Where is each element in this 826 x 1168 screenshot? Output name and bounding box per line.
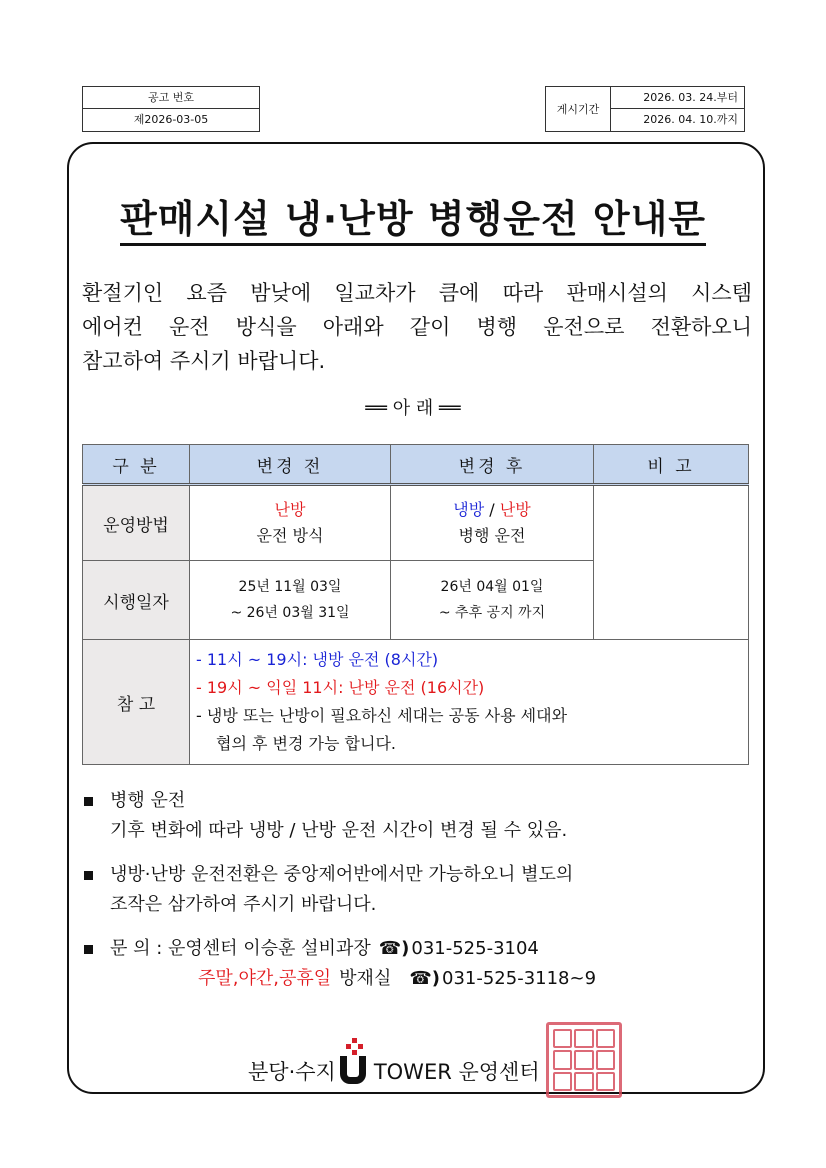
intro-paragraph (82, 276, 752, 378)
header-after: 변경 후 (391, 445, 594, 485)
method-after: 냉방 / 난방 병행 운전 (391, 485, 594, 561)
date-after: 26년 04월 01일 ~ 추후 공지 까지 (391, 561, 594, 640)
below-divider: ══ 아 래 ══ (365, 398, 461, 419)
period-label: 게시기간 (546, 87, 611, 131)
posting-period-box (545, 86, 745, 132)
operation-table (82, 444, 749, 765)
contact-phone-2: 031-525-3118~9 (442, 968, 597, 989)
list-item: 냉방·난방 운전전환은 중앙제어반에서만 가능하오니 별도의 조작은 삼가하여 주시기 바랍니다. (82, 860, 752, 920)
intro-line-3: 참고하여 주시기 바랍니다. (82, 349, 326, 373)
list-item: 병행 운전 기후 변화에 따라 냉방 / 난방 운전 시간이 변경 될 수 있음. (82, 786, 752, 846)
date-before: 25년 11월 03일 ~ 26년 03월 31일 (190, 561, 391, 640)
brand-name: 분당·수지 TOWER 운영센터 (248, 1052, 540, 1086)
method-before: 난방 운전 방식 (190, 485, 391, 561)
square-bullet-icon (84, 871, 93, 880)
footer (0, 1036, 826, 1086)
remarks-cell (594, 485, 749, 640)
notice-number-box (82, 86, 260, 132)
note-cell (190, 640, 749, 765)
note-heating: - 19시 ~ 익일 11시: 난방 운전 (16시간) (196, 678, 485, 697)
phone-icon: ☎) (409, 968, 440, 989)
table-header-row (83, 445, 749, 485)
intro-line-2: 에어컨 운전 방식을 아래와 같이 병행 운전으로 전환하오니 (82, 315, 752, 339)
row-label-method: 운영방법 (83, 485, 190, 561)
contact-label: 문 의 : 운영센터 이승훈 설비과장 (110, 938, 371, 959)
official-seal-icon (546, 1022, 622, 1098)
note-change-cont: 협의 후 변경 가능 합니다. (216, 734, 396, 753)
notice-label: 공고 번호 (83, 87, 259, 109)
disaster-room-label: 방재실 (339, 968, 392, 989)
intro-line-1: 환절기인 요즘 밤낮에 일교차가 큼에 따라 판매시설의 시스템 (82, 281, 753, 305)
row-label-date: 시행일자 (83, 561, 190, 640)
header-before: 변경 전 (190, 445, 391, 485)
contact-item (82, 934, 752, 994)
row-label-note: 참 고 (83, 640, 190, 765)
square-bullet-icon (84, 797, 93, 806)
period-from: 2026. 03. 24.부터 (611, 87, 744, 109)
contact-phone-1: 031-525-3104 (411, 938, 539, 959)
table-row (83, 485, 749, 561)
after-hours-label: 주말,야간,공휴일 (198, 968, 332, 989)
header-remarks: 비 고 (594, 445, 749, 485)
note-cooling: - 11시 ~ 19시: 냉방 운전 (8시간) (196, 650, 439, 669)
notice-number: 제2026-03-05 (133, 113, 209, 126)
phone-icon: ☎) (378, 938, 410, 959)
period-to: 2026. 04. 10.까지 (643, 113, 738, 126)
square-bullet-icon (84, 945, 93, 954)
note-change: - 냉방 또는 난방이 필요하신 세대는 공동 사용 세대와 (196, 706, 568, 725)
page-title: 판매시설 냉·난방 병행운전 안내문 (0, 188, 826, 243)
table-row (83, 640, 749, 765)
header-category: 구 분 (83, 445, 190, 485)
u-tower-logo-icon (338, 1052, 372, 1086)
bullet-list (82, 786, 752, 994)
